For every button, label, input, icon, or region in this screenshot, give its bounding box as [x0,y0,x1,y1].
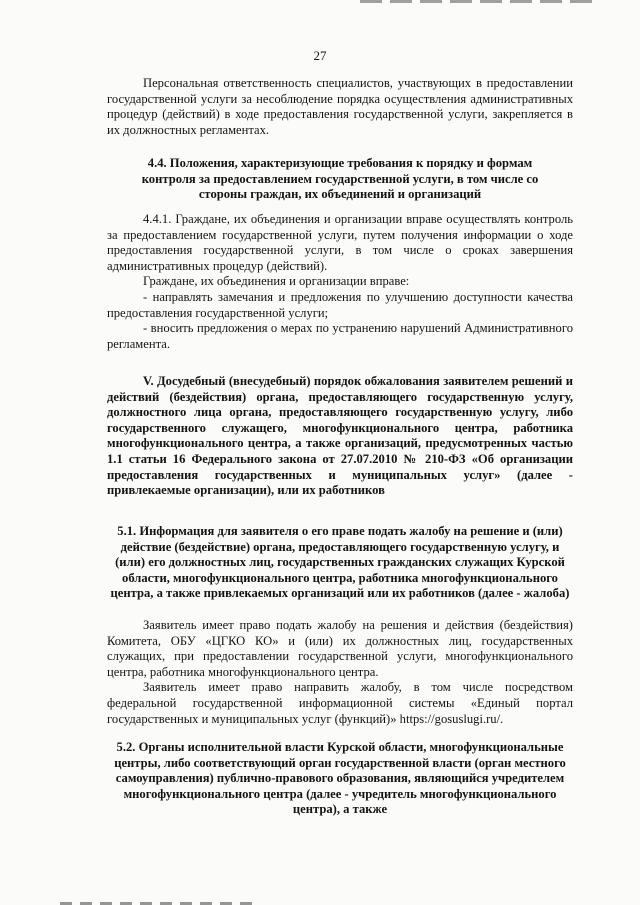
paragraph-text: - вносить предложения о мерах по устранению нарушений Административного регламента. [107,321,573,351]
paragraph-text: Заявитель имеет право подать жалобу на решения и действия (бездействия) Комитета, ОБУ «ЦГКО КО» и (или) их должностных лиц, государственных служащих, при предоставлении государственной услуги, многофункционального центра, работника многофункционального центра. [107,618,573,679]
section-heading-V [107,374,573,499]
section-heading-5-1 [107,524,573,602]
paragraph-text: Заявитель имеет право направить жалобу, в том числе посредством федеральной государственной информационной системы «Единый портал государственных и муниципальных услуг (функций)» https://gosuslugi.ru/. [107,680,573,726]
scan-artifact-top [360,0,600,3]
heading-text: 5.1. Информация для заявителя о его праве подать жалобу на решение и (или) действие (бездействие) органа, предоставляющего государственную услугу, и (или) его должностных лиц, государственных гражданских служащих Курской области, многофункционального центра, работника многофункционального центра, а также привлекаемых организаций или их работников (далее - жалоба) [110,524,570,601]
page-number: 27 [313,48,327,63]
section-5-1-text [107,618,573,727]
section-heading-4-4 [122,156,558,203]
section-4-4-1 [107,212,573,352]
heading-text: V. Досудебный (внесудебный) порядок обжалования заявителем решений и действий (бездействия) органа, предоставляющего государственную услугу, должностного лица органа, предоставляющего государственную услугу, либо государственного служащего, многофункционального центра, работника многофункционального центра, а также организаций, предусмотренных частью 1.1 статьи 16 Федерального закона от 27.07.2010 № 210-ФЗ «Об организации предоставления государственных и муниципальных услуг» (далее - привлекаемые организации), или их работников [107,374,573,498]
heading-text: 5.2. Органы исполнительной власти Курской области, многофункциональные центры, либо соответствующий орган государственной власти (орган местного самоуправления) публично-правового образования, являющийся учредителем многофункционального центра (далее - учредитель многофункционального центра), а также [114,740,566,817]
paragraph-text: Граждане, их объединения и организации вправе: [143,274,410,289]
paragraph-text: - направлять замечания и предложения по улучшению доступности качества предоставления государственной услуги; [107,289,573,320]
paragraph-text: Персональная ответственность специалистов, участвующих в предоставлении государственной услуги за несоблюдение порядка осуществления административных процедур (действий) в ходе предоставления государственной услуги, закрепляется в их должностных регламентах. [107,76,573,137]
heading-text: 4.4. Положения, характеризующие требования к порядку и формам контроля за предоставлением государственной услуги, в том числе со стороны граждан, их объединений и организаций [141,156,539,202]
paragraph-responsibility [107,76,573,138]
section-heading-5-2 [107,740,573,818]
paragraph-text: 4.4.1. Граждане, их объединения и организации вправе осуществлять контроль за предоставлением государственной услуги, путем получения информации о ходе предоставления государственной услуги, в том числе о сроках завершения административных процедур (действий). [107,212,573,273]
